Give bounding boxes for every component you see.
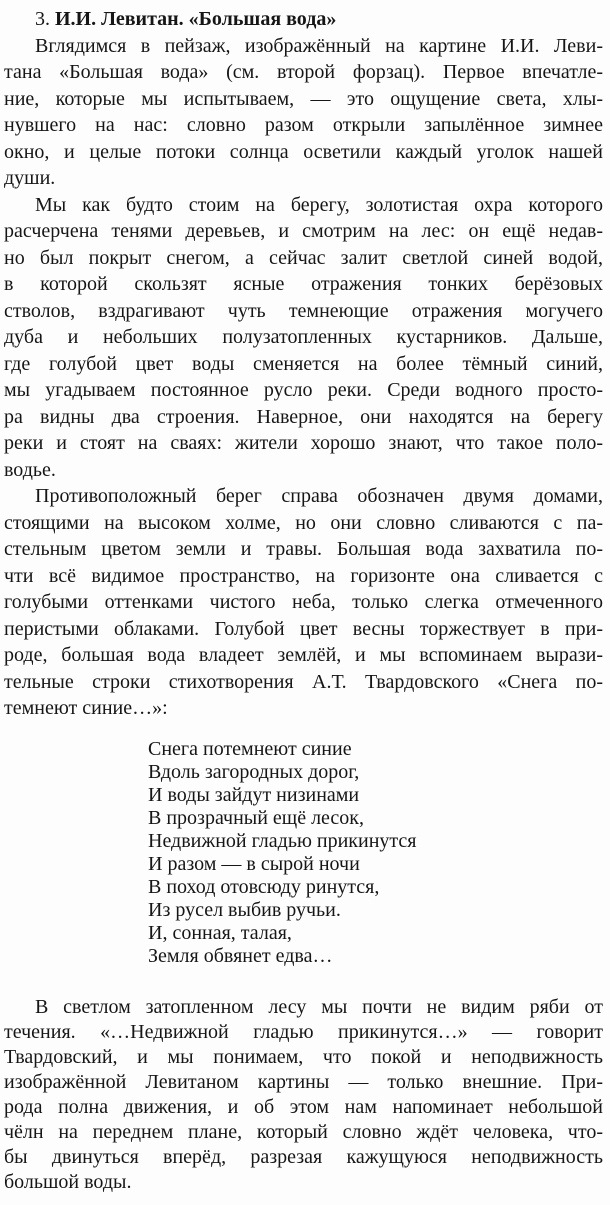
text-line: расчерчена тенями деревьев, и смотрим на лес: он ещё недав- [4, 220, 603, 242]
text-line: мы угадываем постоянное русло реки. Среди водного просто- [4, 379, 603, 401]
text-line: ние, которые мы испытываем, — это ощущение света, хлы- [4, 87, 603, 110]
text-line: перистыми облаками. Голубой цвет весны торжествует в при- [4, 617, 603, 640]
verse-line: В прозрачный ещё лесок, [148, 806, 365, 829]
section-number: 3. [35, 8, 50, 30]
text-line: окно, и целые потоки солнца осветили каждый уголок нашей [4, 140, 603, 163]
body-paragraph [4, 192, 603, 484]
verse-line: В поход отовсюду ринутся, [148, 875, 380, 898]
verse-line: И воды зайдут низинами [148, 783, 360, 806]
text-line: стельным цветом земли и травы. Большая вода захватила по- [4, 538, 603, 560]
text-line: чти всё видимое пространство, на горизонте она сливается с [4, 564, 603, 587]
text-line: темнеют синие…»: [4, 697, 168, 719]
text-line: тельные строки стихотворения А.Т. Твардовского «Снега по- [4, 670, 603, 693]
text-line: большой воды. [4, 1170, 132, 1193]
text-line: изображённой Левитаном картины — только внешние. При- [4, 1070, 603, 1093]
text-line: голубыми оттенками чистого неба, только слегка отмеченного [4, 591, 603, 613]
verse-line: Снега потемнеют синие [148, 737, 352, 760]
body-paragraph [4, 483, 603, 722]
verse-line: Из русел выбив ручьи. [148, 898, 341, 921]
verse-line: Вдоль загородных дорог, [148, 760, 360, 783]
text-line: где голубой цвет воды сменяется на более тёмный синий, [4, 352, 603, 375]
text-line: реки и стоят на сваях: жители хорошо знают, что такое поло- [4, 432, 603, 454]
text-line: Противоположный берег справа обозначен двумя домами, [35, 485, 603, 507]
verse-line: И, сонная, талая, [148, 921, 292, 944]
verse-line: И разом — в сырой ночи [148, 852, 360, 875]
text-line: Мы как будто стоим на берегу, золотистая охра которого [35, 193, 603, 216]
section-heading [4, 6, 603, 33]
text-line: ра видны два строения. Наверное, они находятся на берегу [4, 405, 603, 428]
document-body [4, 33, 603, 1195]
text-line: течения. «…Недвижной гладью прикинутся…» — говорит [4, 1020, 603, 1043]
section-title: И.И. Левитан. «Большая вода» [55, 8, 337, 30]
text-line: бы двинуться вперёд, разрезая кажущуюся неподвижность [4, 1145, 603, 1168]
text-line: водье. [4, 458, 56, 481]
verse-line: Недвижной гладью прикинутся [148, 829, 417, 852]
text-line: души. [4, 167, 56, 189]
text-line: В светлом затопленном лесу мы почти не видим ряби от [35, 995, 603, 1018]
text-line: нувшего на нас: словно разом открыли запылённое зимнее [4, 114, 603, 136]
verse-line: Земля обвянет едва… [148, 944, 333, 967]
text-line: стоящими на высоком холме, но они словно сливаются с па- [4, 511, 603, 534]
text-line: в которой скользят ясные отражения тонких берёзовых [4, 273, 603, 295]
text-line: Твардовский, и мы понимаем, что покой и неподвижность [4, 1045, 603, 1068]
body-paragraph [4, 995, 603, 1195]
text-line: но был покрыт снегом, а сейчас залит светлой синей водой, [4, 246, 603, 269]
text-line: стволов, вздрагивают чуть темнеющие отражения могучего [4, 299, 603, 322]
poem-block [148, 738, 603, 968]
text-line: рода полна движения, и об этом нам напоминает небольшой [4, 1095, 603, 1118]
body-paragraph [4, 33, 603, 192]
text-line: тана «Большая вода» (см. второй форзац). Первое впечатле- [4, 61, 603, 83]
text-line: дуба и небольших полузатопленных кустарников. Дальше, [4, 326, 603, 348]
text-line: роде, большая вода владеет землёй, и мы вспоминаем вырази- [4, 644, 603, 666]
text-line: чёлн на переднем плане, который словно ждёт человека, что- [4, 1120, 603, 1143]
text-line: Вглядимся в пейзаж, изображённый на картине И.И. Леви- [35, 34, 603, 57]
